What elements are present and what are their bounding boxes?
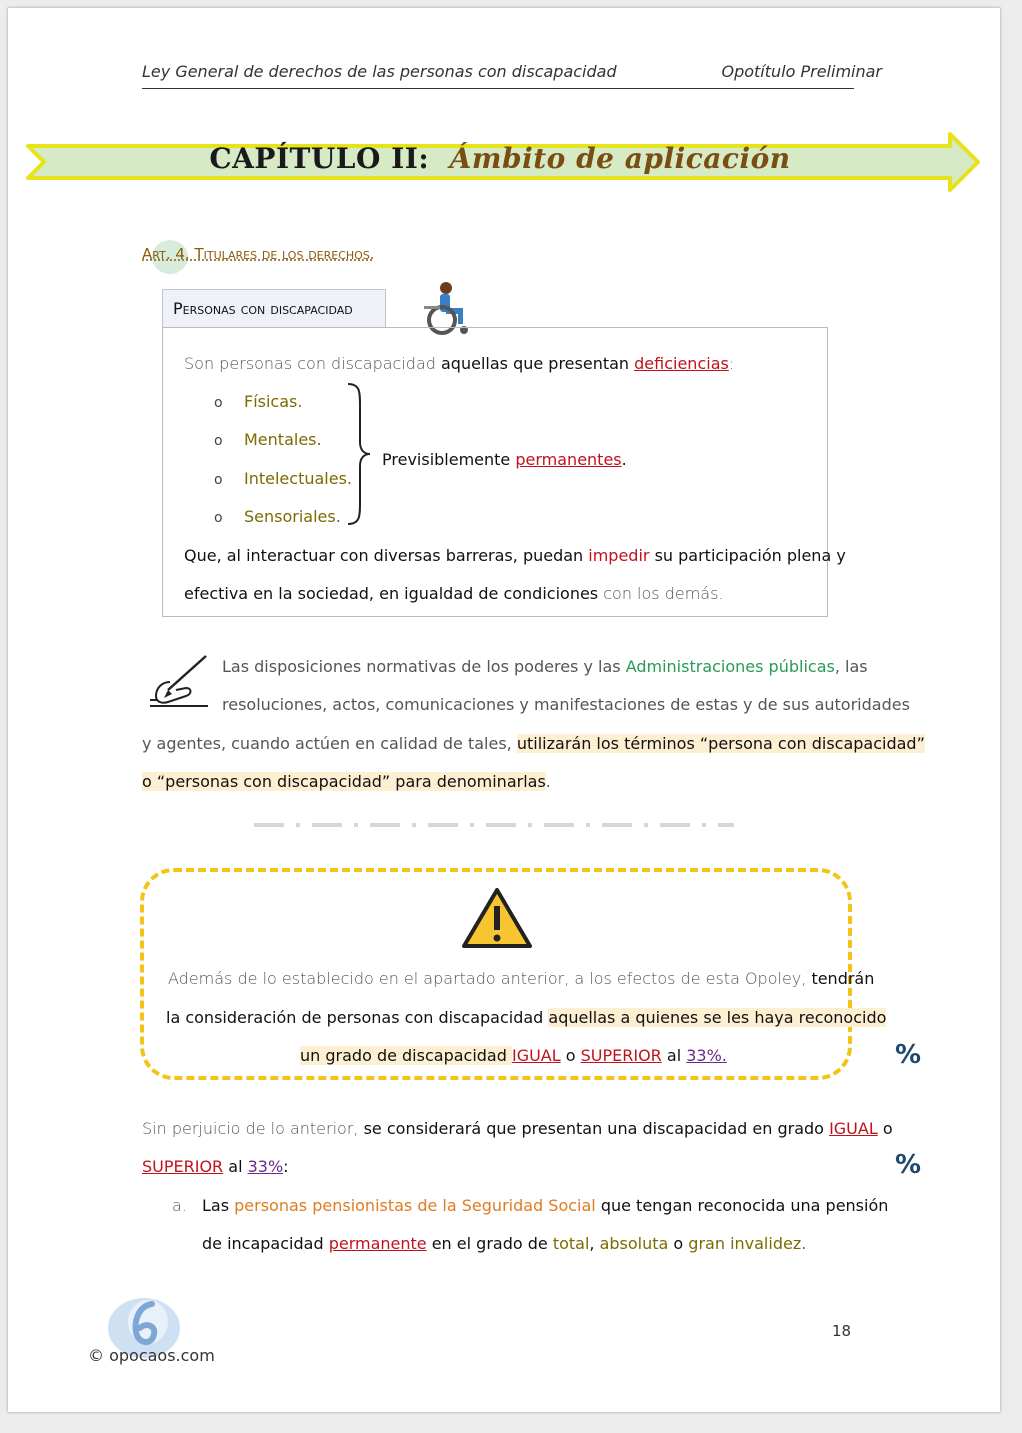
warning-icon [460,886,534,950]
note-line-1: Las disposiciones normativas de los poderes y las Administraciones públicas, las [222,657,868,676]
list-label-a: a. [172,1196,187,1215]
page-number: 18 [832,1322,852,1340]
article-title: Art. 4. Titulares de los derechos. [142,245,375,263]
list-item: Mentales. [244,430,322,449]
bullet-marker: o [214,395,223,411]
copyright: © opocaos.com [88,1346,215,1365]
para-item-a-line-1: Las personas pensionistas de la Seguridad Social que tengan reconocida una pensión [202,1196,889,1215]
note-line-2: resoluciones, actos, comunicaciones y manifestaciones de estas y de sus autoridades [222,695,910,714]
brace-label: Previsiblemente permanentes. [382,450,627,469]
percent-icon: % [895,1040,922,1070]
warning-line-1: Además de lo establecido en el apartado anterior, a los efectos de esta Opoley, tendrán [168,969,875,988]
curly-brace [346,382,372,526]
bullet-marker: o [214,472,223,488]
note-line-4: o “personas con discapacidad” para denominarlas. [142,772,551,791]
chapter-label: CAPÍTULO II: [209,142,430,175]
header-divider [142,88,854,89]
list-item: Sensoriales. [244,507,341,526]
percent-icon: % [895,1150,922,1180]
chapter-subtitle: Ámbito de aplicación [449,142,791,175]
para-line-2: SUPERIOR al 33%: [142,1157,289,1176]
bullet-marker: o [214,433,223,449]
header-section: Opotítulo Preliminar [721,62,882,81]
para-line-1: Sin perjuicio de lo anterior, se considerará que presentan una discapacidad en grado IGUAL o [142,1119,893,1138]
writing-hand-icon [148,652,210,708]
list-item: Físicas. [244,392,303,411]
chapter-title [0,142,1000,175]
box-line-2: efectiva en la sociedad, en igualdad de condiciones con los demás. [184,584,724,603]
bullet-marker: o [214,510,223,526]
warning-line-2: la consideración de personas con discapacidad aquellas a quienes se les haya reconocido [166,1008,887,1027]
section-divider [254,822,734,828]
box-line-1: Que, al interactuar con diversas barreras, puedan impedir su participación plena y [184,546,846,565]
box-intro: Son personas con discapacidad aquellas que presentan deficiencias: [184,354,735,373]
box-tab: Personas con discapacidad [162,289,386,327]
list-item: Intelectuales. [244,469,352,488]
warning-line-3: un grado de discapacidad IGUAL o SUPERIOR al 33%. [300,1046,727,1065]
header-title: Ley General de derechos de las personas con discapacidad [142,62,617,81]
para-item-a-line-2: de incapacidad permanente en el grado de total, absoluta o gran invalidez. [202,1234,807,1253]
note-line-3: y agentes, cuando actúen en calidad de tales, utilizarán los términos “persona con discapacidad” [142,734,925,753]
